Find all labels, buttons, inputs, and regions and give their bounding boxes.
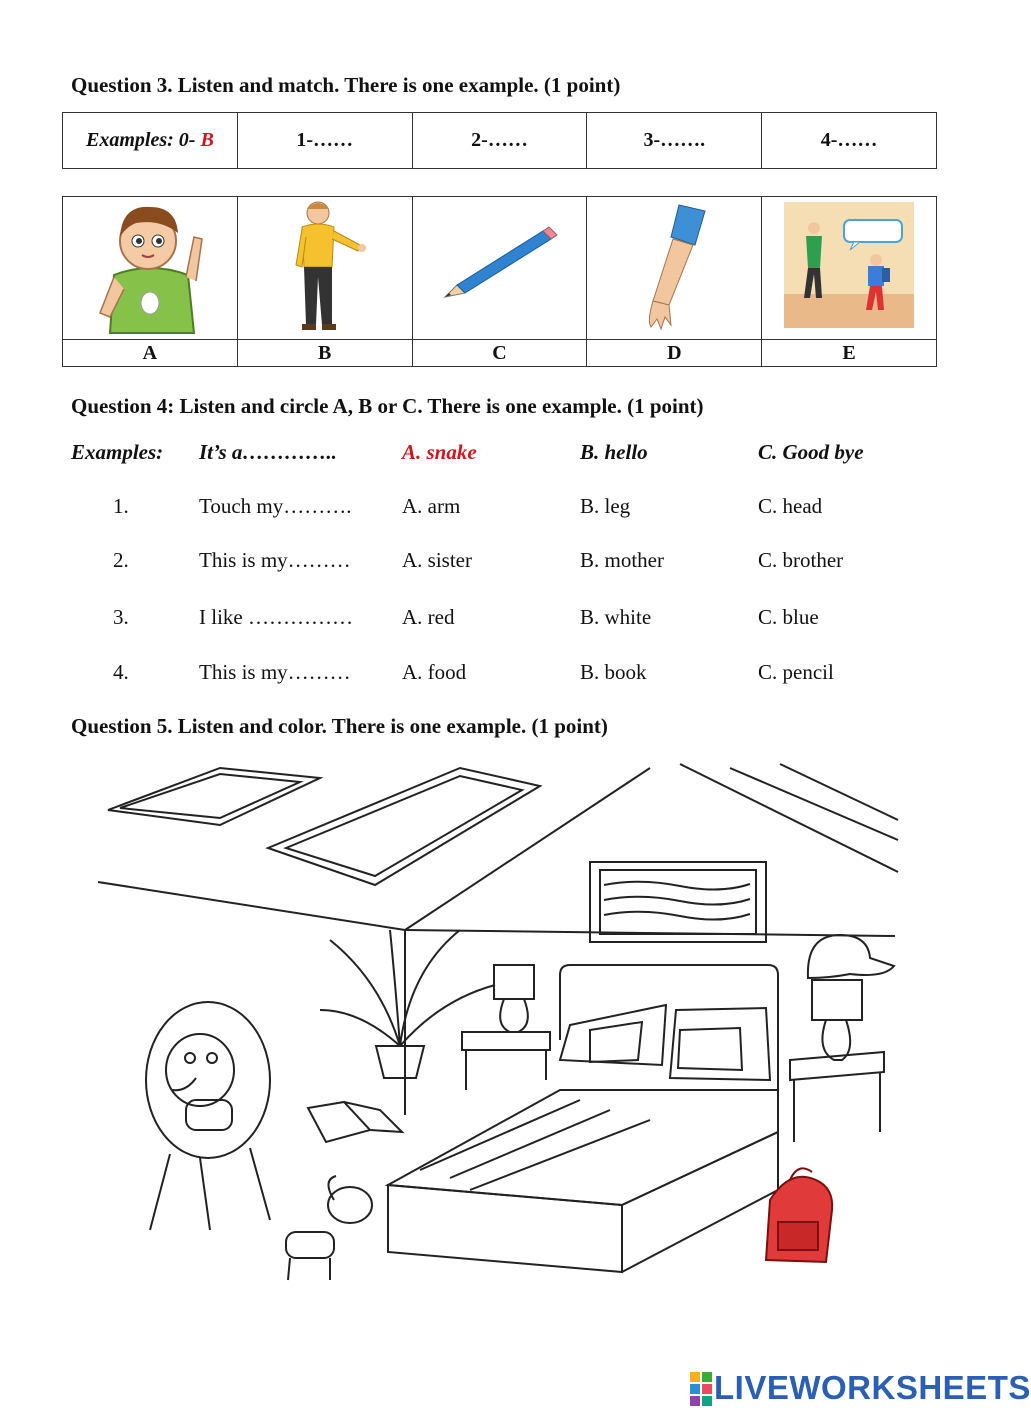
q4-option-b[interactable]: B. white [580,605,652,629]
picture-c [412,197,587,340]
q3-answer-1[interactable]: 1-…… [237,113,412,169]
q4-option-a[interactable]: A. sister [402,548,472,572]
q4-item-prompt: I like …………… [199,605,353,629]
q4-example-label: Examples: [71,440,164,464]
q4-item-prompt: This is my……… [199,660,351,684]
q4-option-a[interactable]: A. food [402,660,467,684]
picture-label-e: E [762,340,937,367]
q3-answer-3[interactable]: 3-……. [587,113,762,169]
q4-item-prompt: This is my……… [199,548,351,572]
q4-example-row [0,440,999,470]
q4-item-number: 4. [113,660,129,684]
q4-example-option-c: C. Good bye [758,440,864,464]
liveworksheets-brand[interactable]: LIVEWORKSHEETS [714,1369,1031,1406]
q4-option-a[interactable]: A. arm [402,494,461,518]
picture-d [587,197,762,340]
q4-item-3 [0,605,999,635]
picture-e [762,197,937,340]
boy-listening-icon [90,197,210,333]
q4-example-option-b: B. hello [580,440,648,464]
pencil-icon [439,225,559,305]
q4-item-4 [0,660,999,690]
picture-label-c: C [412,340,587,367]
q4-option-a[interactable]: A. red [402,605,455,629]
q4-option-c[interactable]: C. head [758,494,823,518]
q4-example-prompt: It’s a………….. [199,440,337,464]
q4-option-b[interactable]: B. book [580,660,647,684]
question-3-title: Question 3. Listen and match. There is one example. (1 point) [71,73,621,97]
bedroom-coloring-icon[interactable] [90,760,900,1295]
q4-item-1 [0,494,999,524]
q3-answer-table [62,112,937,169]
q4-item-prompt: Touch my………. [199,494,352,518]
q3-example-answer: B [200,129,214,151]
q4-option-c[interactable]: C. brother [758,548,844,572]
picture-label-b: B [237,340,412,367]
q4-option-b[interactable]: B. mother [580,548,664,572]
picture-label-d: D [587,340,762,367]
picture-label-a: A [63,340,238,367]
question-4-title: Question 4: Listen and circle A, B or C. There is one example. (1 point) [71,394,704,418]
q3-answer-2[interactable]: 2-…… [412,113,587,169]
q4-item-number: 1. [113,494,129,518]
q4-example-option-a: A. snake [402,440,477,464]
q4-item-number: 3. [113,605,129,629]
q3-answer-4[interactable]: 4-…… [762,113,937,169]
q3-picture-table [62,196,937,367]
picture-b [237,197,412,340]
man-pointing-icon [280,197,370,333]
arm-icon [629,197,719,333]
q4-option-c[interactable]: C. blue [758,605,819,629]
q3-example-cell: Examples: 0- B [63,113,238,169]
q4-item-number: 2. [113,548,129,572]
picture-a [63,197,238,340]
teacher-student-greeting-icon [784,202,914,328]
q4-option-c[interactable]: C. pencil [758,660,834,684]
liveworksheets-logo-icon [690,1372,714,1408]
question-5-title: Question 5. Listen and color. There is one example. (1 point) [71,714,608,738]
q4-item-2 [0,548,999,578]
q4-option-b[interactable]: B. leg [580,494,631,518]
